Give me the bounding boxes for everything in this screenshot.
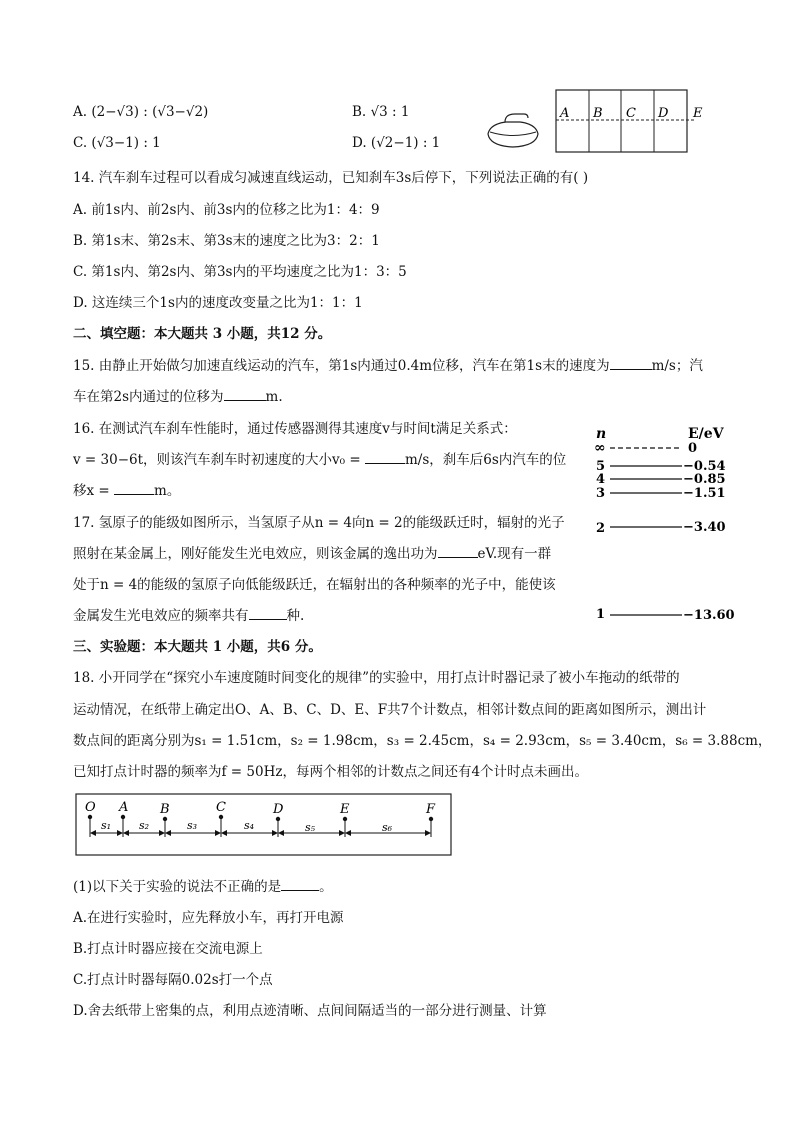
tape-seg-s1: s₁: [101, 819, 112, 832]
box-label-a: A: [560, 106, 570, 121]
q18-sub1: [73, 875, 333, 895]
q13-option-a: A. (2−√3) : (√3−√2): [73, 104, 209, 120]
q14-stem: 14. 汽车刹车过程可以看成匀减速直线运动，已知刹车3s后停下，下列说法正确的有( ): [73, 170, 589, 186]
tape-label-c: C: [216, 800, 226, 815]
q16-line3-unit: m。: [154, 483, 181, 499]
q15-line2: [73, 385, 283, 405]
q17-blank-1: [438, 545, 478, 558]
q16-blank-1: [365, 451, 405, 464]
q15-line1-text: 15. 由静止开始做匀加速直线运动的汽车，第1s内通过0.4m位移，汽车在第1s末的速度为: [73, 358, 610, 374]
q17-line4-post: 种.: [286, 608, 305, 624]
q14-option-c: C. 第1s内、第2s内、第3s内的平均速度之比为1：3：5: [73, 264, 407, 280]
level-e-4: −0.85: [683, 472, 726, 487]
tape-seg-s5: s₅: [305, 821, 316, 834]
energy-e-header: E/eV: [688, 426, 724, 442]
q17-line2: [73, 542, 551, 562]
q18-line4: 已知打点计时器的频率为f = 50Hz，每两个相邻的计数点之间还有4个计时点未画出。: [73, 764, 589, 780]
q18-line2: 运动情况，在纸带上确定出O、A、B、C、D、E、F共7个计数点，相邻计数点间的距离如图所示，测出计: [73, 702, 707, 718]
q15-blank-1: [610, 357, 652, 370]
energy-n-header: n: [596, 426, 607, 442]
q16-line2-mid: m/s，刹车后6s内汽车的位: [404, 452, 567, 468]
q18-blank-1: [281, 878, 319, 891]
q17-blank-2: [249, 607, 287, 620]
level-e-3: −1.51: [683, 486, 726, 501]
energy-level-diagram: [590, 420, 740, 630]
q15-line1-unit: m/s；汽: [651, 358, 703, 374]
q17-line1: 17. 氢原子的能级如图所示，当氢原子从n = 4向n = 2的能级跃迁时，辐射的光子: [73, 515, 565, 531]
q16-line2: [73, 448, 566, 468]
tape-seg-s6: s₆: [382, 821, 393, 834]
q15-line1: [73, 354, 703, 374]
paper-tape-figure: [75, 793, 453, 857]
q15-line2-unit: m.: [265, 389, 283, 405]
q18-option-d: D.舍去纸带上密集的点，利用点迹清晰、点间间隔适当的一部分进行测量、计算: [73, 1003, 547, 1019]
q17-line2-text: 照射在某金属上，刚好能发生光电效应，则该金属的逸出功为: [73, 546, 438, 562]
box-label-e: E: [693, 106, 703, 121]
q18-sub1-post: 。: [319, 879, 333, 895]
level-e-inf: 0: [688, 441, 698, 456]
section-heading-experiment: 三、实验题：本大题共 1 小题，共6 分。: [73, 639, 322, 655]
box-label-c: C: [626, 106, 636, 121]
q16-line3: [73, 479, 180, 499]
level-n-1: 1: [596, 607, 606, 622]
q18-option-b: B.打点计时器应接在交流电源上: [73, 941, 263, 957]
curling-stone-figure: [484, 108, 542, 152]
q17-line4: [73, 604, 304, 624]
level-e-2: −3.40: [683, 520, 726, 535]
q16-line3-text: 移x =: [73, 483, 115, 499]
level-e-5: −0.54: [683, 459, 726, 474]
q17-line3: 处于n = 4的能级的氢原子向低能级跃迁，在辐射出的各种频率的光子中，能使该: [73, 577, 556, 593]
q17-line4-text: 金属发生光电效应的频率共有: [73, 608, 249, 624]
box-label-d: D: [658, 106, 669, 121]
tape-label-e: E: [340, 802, 350, 817]
tape-label-d: D: [273, 802, 284, 817]
level-e-1: −13.60: [683, 608, 735, 623]
five-box-diagram: [554, 88, 710, 156]
level-n-3: 3: [596, 486, 606, 501]
q16-line2-text: v = 30−6t，则该汽车刹车时初速度的大小v₀ =: [73, 452, 365, 468]
q18-line3: 数点间的距离分别为s₁ = 1.51cm，s₂ = 1.98cm，s₃ = 2.45cm，s₄ = 2.93cm，s₅ = 3.40cm，s₆ = 3.88cm，: [73, 733, 772, 749]
q16-line1: 16. 在测试汽车刹车性能时，通过传感器测得其速度v与时间t满足关系式：: [73, 421, 517, 437]
q13-option-d: D. (√2−1) : 1: [352, 135, 441, 151]
q15-line2-text: 车在第2s内通过的位移为: [73, 389, 224, 405]
q13-option-c: C. (√3−1) : 1: [73, 135, 161, 151]
q18-line1: 18. 小开同学在“探究小车速度随时间变化的规律”的实验中，用打点计时器记录了被小车拖动的纸带的: [73, 670, 680, 686]
level-n-5: 5: [596, 459, 606, 474]
q13-option-b: B. √3 : 1: [352, 104, 410, 120]
tape-seg-s3: s₃: [187, 819, 198, 832]
tape-label-a: A: [119, 800, 129, 815]
tape-label-b: B: [160, 802, 170, 817]
tape-seg-s4: s₄: [244, 819, 255, 832]
q14-option-d: D. 这连续三个1s内的速度改变量之比为1：1：1: [73, 295, 363, 311]
level-n-inf: ∞: [594, 440, 606, 456]
q17-line2-post: eV.现有一群: [477, 546, 552, 562]
q14-option-b: B. 第1s末、第2s末、第3s末的速度之比为3：2：1: [73, 233, 380, 249]
tape-label-f: F: [426, 802, 436, 817]
tape-seg-s2: s₂: [139, 819, 150, 832]
q18-option-c: C.打点计时器每隔0.02s打一个点: [73, 972, 273, 988]
q14-option-a: A. 前1s内、前2s内、前3s内的位移之比为1：4：9: [73, 202, 380, 218]
q18-sub1-text: (1)以下关于实验的说法不正确的是: [73, 879, 282, 895]
q18-option-a: A.在进行实验时，应先释放小车，再打开电源: [73, 910, 344, 926]
q15-blank-2: [224, 388, 266, 401]
q16-blank-2: [114, 482, 154, 495]
level-n-2: 2: [596, 521, 606, 536]
tape-label-o: O: [85, 800, 96, 815]
level-n-4: 4: [596, 472, 606, 487]
section-heading-fill-in: 二、填空题：本大题共 3 小题，共12 分。: [73, 326, 332, 342]
box-label-b: B: [593, 106, 603, 121]
